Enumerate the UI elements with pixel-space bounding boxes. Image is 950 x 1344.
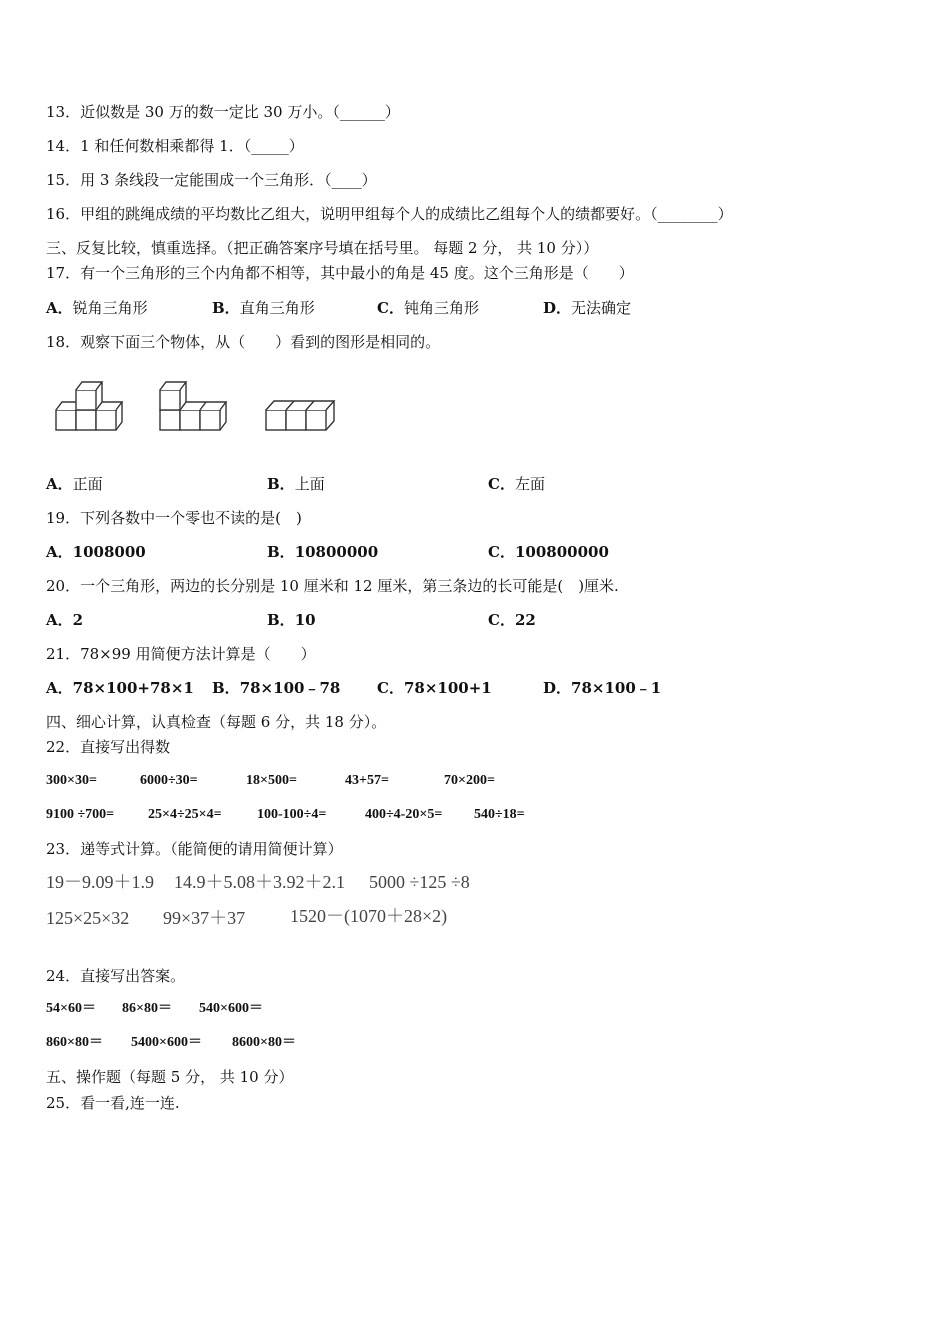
- section-3-heading: 三、反复比较，慎重选择。（把正确答案序号填在括号里。 每题 2 分， 共 10 分））: [46, 239, 599, 257]
- q20-option-b: B．10: [267, 611, 316, 629]
- question-21-stem: 21．78×99 用简便方法计算是（ ）: [46, 645, 316, 663]
- q17-option-a: A．锐角三角形: [46, 299, 148, 317]
- section-4-heading: 四、细心计算，认真检查（每题 6 分，共 18 分）。: [46, 713, 387, 731]
- question-19-stem: 19．下列各数中一个零也不读的是( ): [46, 509, 302, 527]
- question-23-stem: 23．递等式计算。（能简便的请用简便计算）: [46, 840, 343, 858]
- q24-item: 5400×600＝: [131, 1035, 202, 1050]
- q24-item: 54×60＝: [46, 1001, 96, 1016]
- q19-option-a: A．1008000: [46, 543, 146, 561]
- q24-item: 540×600＝: [199, 1001, 263, 1016]
- q23-expression: 99×37＋37: [163, 908, 246, 928]
- question-20-stem: 20．一个三角形，两边的长分别是 10 厘米和 12 厘米，第三条边的长可能是( )厘米.: [46, 577, 619, 595]
- q22-item: 400÷4-20×5=: [365, 807, 443, 822]
- q20-option-a: A．2: [46, 611, 84, 629]
- q21-option-c: C．78×100+1: [377, 679, 492, 697]
- section-5-heading: 五、操作题（每题 5 分， 共 10 分）: [46, 1068, 294, 1086]
- cube-object-2: [160, 382, 226, 430]
- q22-item: 540÷18=: [474, 807, 525, 822]
- q20-option-c: C．22: [488, 611, 536, 629]
- question-14: 14．1 和任何数相乘都得 1．（_____）: [46, 137, 304, 155]
- question-24-stem: 24．直接写出答案。: [46, 967, 186, 985]
- q18-option-c: C．左面: [488, 475, 545, 493]
- question-18-stem: 18．观察下面三个物体，从（ ）看到的图形是相同的。: [46, 333, 441, 351]
- q19-option-c: C．100800000: [488, 543, 609, 561]
- q22-item: 43+57=: [345, 773, 389, 788]
- question-22-stem: 22．直接写出得数: [46, 738, 171, 756]
- q21-option-b: B．78×100﹣78: [212, 679, 341, 697]
- q24-item: 86×80＝: [122, 1001, 172, 1016]
- q22-item: 100-100÷4=: [257, 807, 327, 822]
- q22-item: 70×200=: [444, 773, 495, 788]
- q22-item: 6000÷30=: [140, 773, 198, 788]
- q19-option-b: B．10800000: [267, 543, 379, 561]
- q23-expression: 19－9.09＋1.9: [46, 872, 154, 892]
- question-17-stem: 17．有一个三角形的三个内角都不相等，其中最小的角是 45 度。这个三角形是（ ）: [46, 264, 634, 282]
- q22-item: 300×30=: [46, 773, 97, 788]
- question-15: 15．用 3 条线段一定能围成一个三角形．（____）: [46, 171, 377, 189]
- q24-item: 860×80＝: [46, 1035, 103, 1050]
- q21-option-d: D．78×100﹣1: [543, 679, 662, 697]
- q17-option-b: B．直角三角形: [212, 299, 315, 317]
- cube-figures: [46, 372, 346, 438]
- q22-item: 9100 ÷700=: [46, 807, 115, 822]
- q21-option-a: A．78×100+78×1: [46, 679, 194, 697]
- q18-option-b: B．上面: [267, 475, 325, 493]
- question-13: 13．近似数是 30 万的数一定比 30 万小。（______）: [46, 103, 400, 121]
- q23-expression: 14.9＋5.08＋3.92＋2.1: [174, 872, 345, 892]
- q22-item: 25×4÷25×4=: [148, 807, 222, 822]
- q17-option-d: D．无法确定: [543, 299, 632, 317]
- q23-expression: 125×25×32: [46, 908, 130, 928]
- q17-option-c: C．钝角三角形: [377, 299, 479, 317]
- question-16: 16．甲组的跳绳成绩的平均数比乙组大，说明甲组每个人的成绩比乙组每个人的绩都要好。（________）: [46, 205, 733, 223]
- q18-option-a: A．正面: [46, 475, 103, 493]
- cube-object-1: [56, 382, 122, 430]
- q22-item: 18×500=: [246, 773, 297, 788]
- q23-expression: 5000 ÷125 ÷8: [369, 872, 470, 892]
- question-25: 25．看一看,连一连.: [46, 1094, 180, 1112]
- q23-expression: 1520－(1070＋28×2): [290, 906, 448, 926]
- q24-item: 8600×80＝: [232, 1035, 296, 1050]
- cube-object-3: [266, 401, 334, 430]
